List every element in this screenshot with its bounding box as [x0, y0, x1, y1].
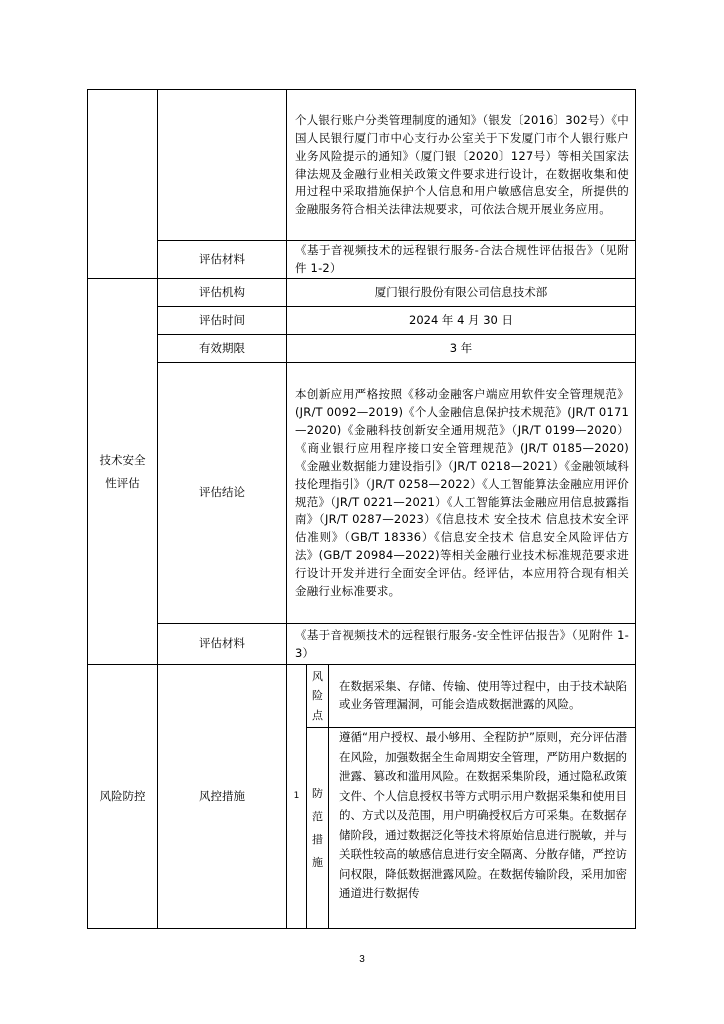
legal-material-row [88, 241, 636, 279]
legal-continuation-text: 个人银行账户分类管理制度的通知》（银发〔2016〕302号）《中国人民银行厦门市中心支行办公室关于下发厦门市个人银行账户业务风险提示的通知》（厦门银〔2020〕127号）等相关国家法律法规及金融行业相关政策文件要求进行设计，在数据收集和使用过程中采取措施保护个人信息和用户敏感信息安全，所提供的金融服务符合相关法律法规要求，可依法合规开展业务应用。 [287, 90, 636, 241]
tech-material-label: 评估材料 [158, 624, 287, 665]
risk-point-row [88, 665, 636, 728]
risk-measure-clip [339, 728, 627, 925]
tech-time-row [88, 307, 636, 335]
tech-conclusion-value: 本创新应用严格按照《移动金融客户端应用软件安全管理规范》(JR/T 0092—2019)《个人金融信息保护技术规范》(JR/T 0171—2020)《金融科技创新安全通用规范》（JR/T 0199—2020）《商业银行应用程序接口安全管理规范》(JR/T 0185—2020)《金融业数据能力建设指引》（JR/T 0218—2021）《金融领域科技伦理指引》（JR/T 0258—2022）《人工智能算法金融应用评价规范》（JR/T 0221—2021）《人工智能算法金融应用信息披露指南》（JR/T 0287—2023）《信息技术 安全技术 信息技术安全评估准则》（GB/T 18336）《信息安全技术 信息安全风险评估方法》(GB/T 20984—2022)等相关金融行业技术标准规范要求进行设计开发并进行全面安全评估。经评估，本应用符合现有相关金融行业标准要求。 [287, 363, 636, 624]
tech-section-label-line2: 性评估 [105, 475, 140, 490]
tech-section-label-line1: 技术安全 [99, 452, 146, 467]
tech-conclusion-label: 评估结论 [158, 363, 287, 624]
risk-measure-label-text: 防范措施 [312, 786, 323, 870]
legal-material-label: 评估材料 [158, 241, 287, 279]
assessment-table [87, 89, 636, 929]
risk-point-label-text: 风险点 [312, 670, 323, 722]
page-number: 3 [359, 954, 365, 965]
tech-org-row [88, 279, 636, 307]
risk-index: 1 [287, 665, 307, 929]
tech-org-label: 评估机构 [158, 279, 287, 307]
tech-validity-label: 有效期限 [158, 335, 287, 363]
risk-item-label: 风控措施 [158, 665, 287, 929]
legal-continuation-row [88, 90, 636, 241]
tech-time-value: 2024 年 4 月 30 日 [287, 307, 636, 335]
legal-material-value: 《基于音视频技术的远程银行服务-合法合规性评估报告》（见附件 1-2） [287, 241, 636, 279]
tech-material-row [88, 624, 636, 665]
risk-point-value: 在数据采集、存储、传输、使用等过程中，由于技术缺陷或业务管理漏洞，可能会造成数据泄露的风险。 [329, 665, 636, 728]
tech-validity-row [88, 335, 636, 363]
tech-validity-value: 3 年 [287, 335, 636, 363]
risk-measure-value [329, 728, 636, 929]
legal-blank-item-cell [158, 90, 287, 241]
risk-point-label [307, 665, 329, 728]
risk-measure-label [307, 728, 329, 929]
tech-section-label [88, 279, 158, 665]
legal-section-cell [88, 90, 158, 279]
tech-time-label: 评估时间 [158, 307, 287, 335]
risk-section-label: 风险防控 [88, 665, 158, 929]
tech-material-value: 《基于音视频技术的远程银行服务-安全性评估报告》（见附件 1-3） [287, 624, 636, 665]
risk-measure-text: 遵循“用户授权、最小够用、全程防护”原则，充分评估潜在风险，加强数据全生命周期安全管理，严防用户数据的泄露、篡改和滥用风险。在数据采集阶段，通过隐私政策文件、个人信息授权书等方式明示用户数据采集和使用目的、方式以及范围，用户明确授权后方可采集。在数据存储阶段，通过数据泛化等技术将原始信息进行脱敏，并与关联性较高的敏感信息进行安全隔离、分散存储，严控访问权限，降低数据泄露风险。在数据传输阶段，采用加密通道进行数据传 [339, 730, 627, 901]
tech-conclusion-row [88, 363, 636, 624]
tech-org-value: 厦门银行股份有限公司信息技术部 [287, 279, 636, 307]
